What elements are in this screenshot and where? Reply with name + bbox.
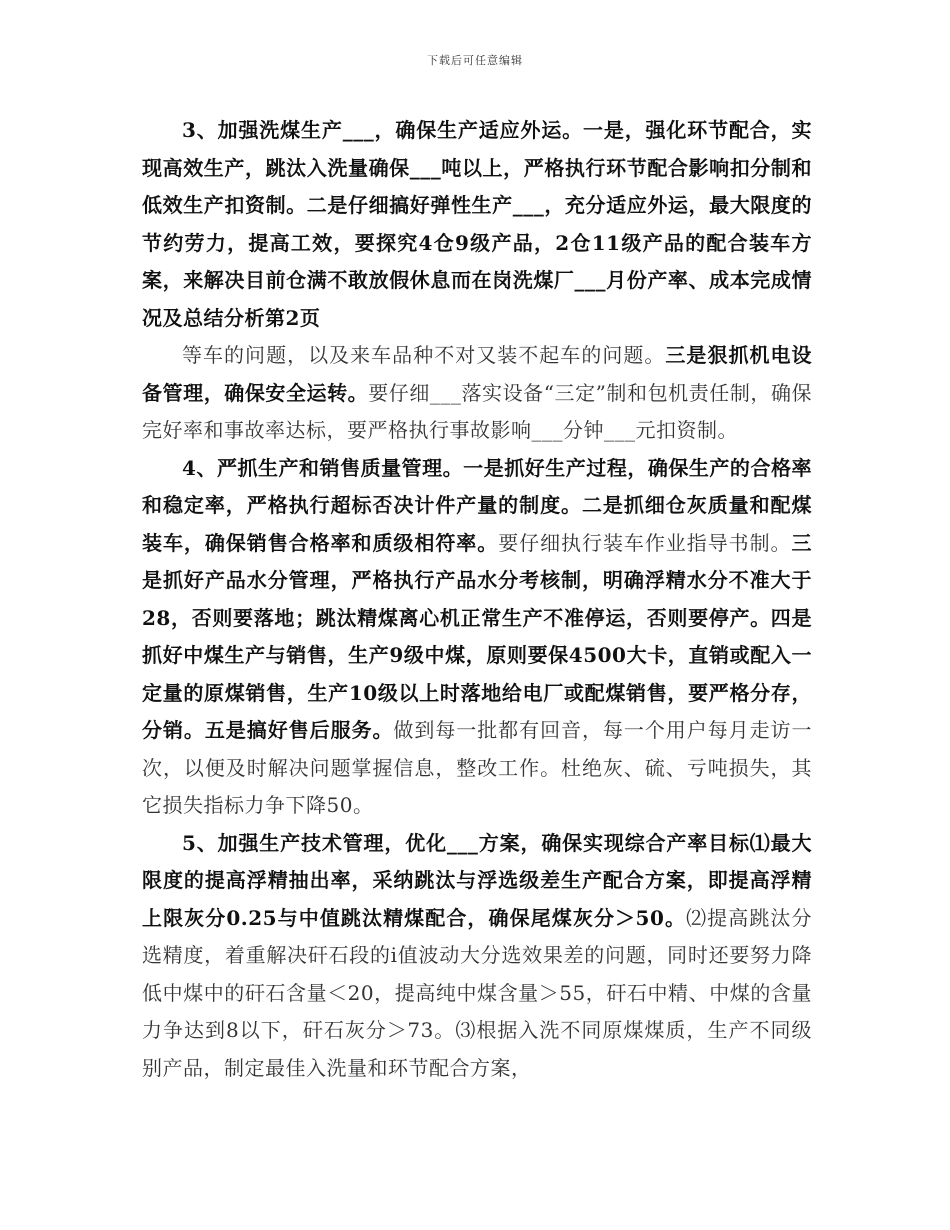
text-run: 等车的问题，以及来车品种不对又装不起车的问题。 [182, 343, 666, 367]
paragraph-5 [142, 825, 812, 1088]
document-body [142, 112, 812, 1087]
paragraph-3-continued [142, 337, 812, 450]
paragraph-4 [142, 450, 812, 825]
text-run: ⑵提高跳汰分选精度，着重解决矸石段的i值波动大分选效果差的问题，同时还要努力降低中煤中的矸石含量＜20，提高纯中煤含量＞55，矸石中精、中煤的含量力争达到8以下，矸石灰分＞73。⑶根据入洗不同原煤煤质，生产不同级别产品，制定最佳入洗量和环节配合方案， [142, 905, 813, 1080]
text-run: 3、加强洗煤生产___，确保生产适应外运。一是，强化环节配合，实现高效生产，跳汰入洗量确保___吨以上，严格执行环节配合影响扣分制和低效生产扣资制。二是仔细搞好弹性生产___，充分适应外运，最大限度的节约劳力，提高工效，要探究4仓9级产品，2仓11级产品的配合装车方案，来解决目前仓满不敢放假休息而在岗洗煤厂___月份产率、成本完成情况及总结分析第2页 [142, 118, 812, 330]
text-run: 要仔细执行装车作业指导书制。 [498, 530, 792, 555]
text-run: 5、加强生产技术管理，优化___方案，确保实现综合产率目标⑴最大限度的提高浮精抽出率，采纳跳汰与浮选级差生产配合方案，即提高浮精上限灰分0.25与中值跳汰精煤配合，确保尾煤灰分＞50。 [142, 830, 812, 930]
text-run: 三是狠抓机电设备管理，确保安全运转。 [142, 343, 813, 405]
text-run: 4、严抓生产和销售质量管理。一是抓好生产过程，确保生产的合格率和稳定率，严格执行超标否决计件产量的制度。二是抓细仓灰质量和配煤装车，确保销售合格率和质级相符率。 [142, 455, 812, 555]
text-run: 做到每一批都有回音，每一个用户每月走访一次，以便及时解决问题掌握信息，整改工作。杜绝灰、硫、亏吨损失，其它损失指标力争下降50。 [142, 718, 813, 817]
page-header: 下载后可任意编辑 [427, 54, 523, 67]
text-run: 三是抓好产品水分管理，严格执行产品水分考核制，明确浮精水分不准大于28，否则要落地；跳汰精煤离心机正常生产不准停运，否则要停产。四是抓好中煤生产与销售，生产9级中煤，原则要保4500大卡，直销或配入一定量的原煤销售，生产10级以上时落地给电厂或配煤销售，要严格分存，分销。五是搞好售后服务。 [142, 530, 813, 742]
text-run: 要仔细___落实设备“三定”制和包机责任制，确保完好率和事故率达标，要严格执行事故影响___分钟___元扣资制。 [142, 380, 813, 442]
paragraph-3 [142, 112, 812, 337]
